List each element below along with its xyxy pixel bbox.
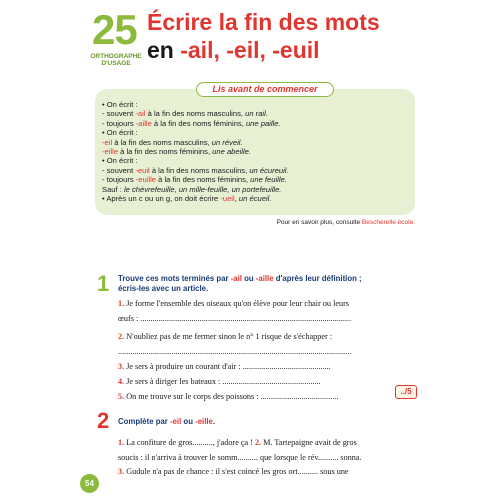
rule-line: [102, 138, 412, 147]
rule-line-part: à la fin des noms masculins,: [145, 109, 246, 119]
rule-line-part: - souvent: [102, 165, 136, 175]
rule-line-part: un réveil.: [211, 137, 243, 147]
item-number: 1.: [118, 438, 125, 447]
exercise-1-digit: 1: [97, 271, 110, 296]
item-text: Gudule n'a pas de chance : il s'est coincé les gros ort.......... sous une: [124, 467, 349, 476]
rule-line-part: -aille: [135, 118, 152, 128]
title-line-2: [147, 36, 487, 64]
exercise-1-item: [118, 346, 351, 357]
exercise-1-instruction: [118, 274, 418, 294]
rule-line: [102, 175, 412, 184]
title-prefix: en: [147, 37, 181, 63]
ex2-instr-c: .: [212, 417, 216, 426]
rule-line-part: un rail.: [245, 109, 268, 119]
item-text: La confiture de gros.........., j'adore ça !: [124, 438, 255, 447]
item-number: 5.: [118, 392, 125, 401]
exercise-2-item: [118, 452, 362, 463]
rule-line-part: • Après un c ou un g, on doit écrire: [102, 194, 221, 204]
page-title: [147, 8, 487, 64]
exercise-1-item: [118, 298, 349, 309]
rule-line-part: une paille.: [245, 118, 281, 128]
rule-line-part: - souvent: [102, 109, 136, 119]
ex1-sfx2: -aille: [255, 274, 274, 283]
ex1-instr-a: Trouve ces mots terminés par: [118, 274, 231, 283]
ex2-instr-a: Complète par: [118, 417, 170, 426]
ex1-instr-c: d'après leur définition ;: [273, 274, 362, 283]
ex1-instr-b: ou: [241, 274, 256, 283]
item-number: 2.: [118, 332, 125, 341]
item-number: 3.: [118, 362, 125, 371]
ex1-instr-line2: écris-les avec un article.: [118, 284, 209, 293]
rule-line-part: -eille: [102, 147, 119, 157]
rule-line-part: Sauf :: [102, 184, 124, 194]
rule-line-part: le chèvrefeuille, un mille-feuille, un portefeuille.: [123, 184, 282, 194]
lesson-number: 25: [92, 6, 137, 53]
lesson-category-line2: D'USAGE: [101, 60, 131, 67]
ex2-instr-b: ou: [181, 417, 196, 426]
item-text: N'oubliez pas de me fermer sinon le n° 1 risque de s'échapper :: [124, 332, 333, 341]
see-more-text: Pour en savoir plus, consulte: [276, 219, 362, 226]
rule-line-part: un écueil.: [238, 194, 272, 204]
item-text: Je sers à produire un courant d'air : ...........................................: [124, 362, 331, 371]
title-line-1: Écrire la fin des mots: [147, 9, 380, 35]
exercise-2-item: [118, 466, 349, 477]
rule-line: [102, 166, 412, 175]
rule-line-part: -ail: [135, 109, 146, 119]
lesson-category-line1: ORTHOGRAPHE: [90, 53, 142, 60]
page-number: 54: [80, 474, 99, 493]
item-text: Je sers à diriger les bateaux : ................................................: [124, 377, 321, 386]
exercise-1-item: [118, 376, 321, 387]
rule-line: [102, 100, 412, 109]
rule-line-part: à la fin des noms masculins,: [149, 165, 250, 175]
rule-line-part: - toujours: [102, 175, 136, 185]
rule-line-part: une abeille.: [212, 147, 252, 157]
rule-line: [102, 128, 412, 137]
item-text: M. Tartepaigne avait de gros: [261, 438, 357, 447]
rule-line-part: à la fin des noms féminins,: [156, 175, 251, 185]
rule-line: [102, 185, 412, 194]
rule-line: [102, 156, 412, 165]
rule-line-part: • On écrit :: [102, 156, 138, 166]
item-number: 3.: [118, 467, 125, 476]
item-number: 1.: [118, 299, 125, 308]
title-suffixes: -ail, -eil, -euil: [180, 37, 320, 63]
item-text: Je forme l'ensemble des oiseaux qu'on élève pour leur chair ou leurs: [124, 299, 349, 308]
rule-line-part: une feuille.: [250, 175, 287, 185]
rule-line-part: • On écrit :: [102, 128, 138, 138]
rule-line-part: - toujours: [102, 118, 136, 128]
item-text: œufs : .......................................................................................................: [118, 314, 352, 323]
rule-box-header: Lis avant de commencer: [196, 82, 334, 97]
rule-line: [102, 194, 412, 203]
exercise-2-item: [118, 437, 357, 448]
ex2-sfx1: -eil: [170, 417, 182, 426]
item-number: 4.: [118, 377, 125, 386]
ex1-sfx1: -ail: [230, 274, 242, 283]
exercise-1-item: [118, 391, 338, 402]
rule-line-part: un écureuil.: [249, 165, 289, 175]
ex2-sfx2: -eille: [195, 417, 213, 426]
rule-line-part: -euille: [135, 175, 157, 185]
rule-line-part: -euil: [135, 165, 150, 175]
item-text: ..................................................................................................................: [118, 347, 352, 356]
rule-line-part: à la fin des noms masculins,: [112, 137, 212, 147]
rule-line-part: ,: [234, 194, 239, 204]
exercise-1-number: [97, 272, 109, 296]
rule-line-part: -eil: [102, 137, 113, 147]
rule-line-part: à la fin des noms féminins,: [151, 118, 246, 128]
exercise-1-item: [118, 361, 331, 372]
item-number: 2.: [254, 438, 262, 447]
rule-lines: [102, 100, 412, 203]
exercise-1-item: [118, 331, 332, 342]
rule-line-part: • On écrit :: [102, 100, 138, 109]
rule-line-part: à la fin des noms féminins,: [118, 147, 213, 157]
rule-line: [102, 119, 412, 128]
item-text: soucis : il n'arriva à trouver le somm.......... que lorsque le rév.......... sonna.: [118, 453, 362, 462]
exercise-1-score: ../5: [395, 385, 417, 399]
exercise-2-number: [97, 409, 109, 433]
see-more-note: [255, 219, 415, 226]
exercise-2-digit: 2: [97, 408, 110, 433]
lesson-category: [86, 53, 146, 67]
item-text: On me trouve sur le corps des poissons : ......................................: [124, 392, 339, 401]
rule-line: [102, 109, 412, 118]
exercise-1-item: [118, 313, 351, 324]
rule-line: [102, 147, 412, 156]
rule-line-part: -ueil: [220, 194, 235, 204]
exercise-2-instruction: [118, 417, 418, 427]
see-more-book: Bescherelle école.: [361, 219, 415, 226]
